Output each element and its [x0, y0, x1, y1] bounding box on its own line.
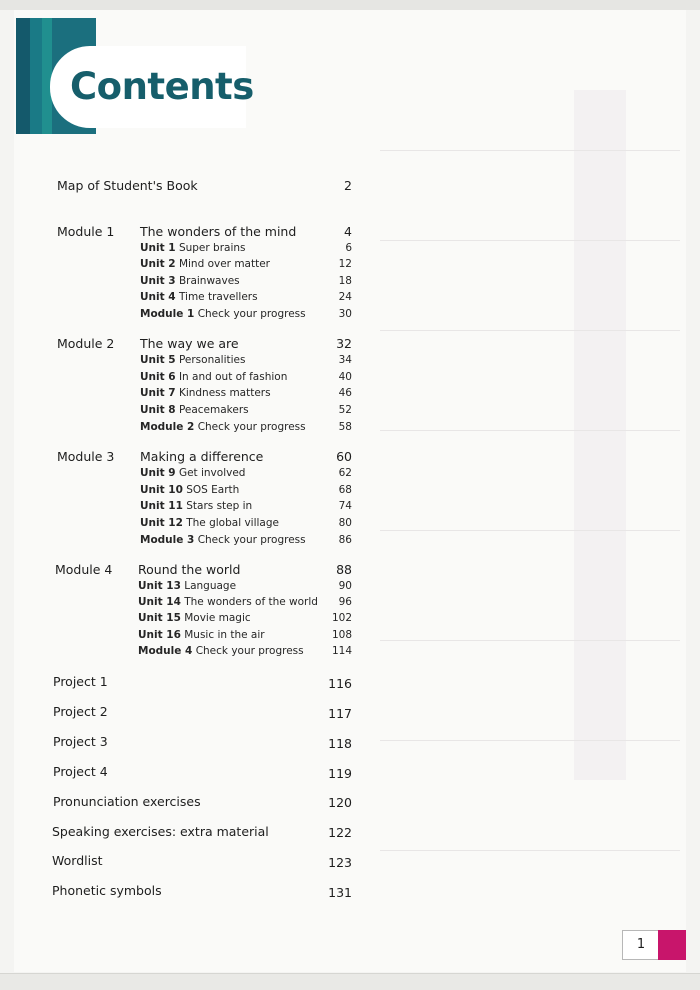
unit-label [140, 484, 239, 496]
module-title: Round the world [138, 562, 241, 577]
unit-label [140, 308, 306, 320]
unit-label [140, 354, 245, 366]
unit-page: 108 [331, 629, 352, 641]
unit-label [140, 371, 287, 383]
toc-entry-label: Map of Student's Book [57, 178, 198, 193]
toc-entry-page: 131 [328, 885, 352, 900]
unit-name: SOS Earth [186, 484, 240, 496]
unit-number: Unit 2 [140, 258, 176, 270]
unit-name: Kindness matters [178, 387, 271, 399]
unit-label [140, 258, 270, 270]
unit-number: Unit 8 [140, 404, 176, 416]
toc-entry-label: Pronunciation exercises [53, 794, 201, 809]
unit-name: Language [184, 580, 237, 592]
page-bottom-edge [0, 973, 700, 990]
banner-stripe [16, 18, 30, 134]
unit-name: Check your progress [197, 534, 306, 546]
unit-number: Unit 5 [140, 354, 176, 366]
unit-number: Unit 6 [140, 371, 176, 383]
page-top-edge [0, 0, 700, 10]
unit-number: Unit 14 [138, 596, 181, 608]
toc-entry-label: Project 4 [53, 764, 108, 779]
unit-name: Peacemakers [178, 404, 249, 416]
toc-entry-label: Project 1 [53, 674, 108, 689]
toc-entry-label: Wordlist [52, 853, 103, 868]
toc-entry-page: 116 [328, 676, 352, 691]
unit-page: 24 [338, 291, 352, 303]
unit-number: Unit 10 [140, 484, 183, 496]
unit-label [140, 421, 306, 433]
unit-page: 62 [338, 467, 352, 479]
unit-page: 30 [338, 308, 352, 320]
module-label: Module 3 [57, 449, 115, 464]
unit-name: Mind over matter [178, 258, 270, 270]
unit-page: 34 [338, 354, 352, 366]
unit-number: Unit 13 [138, 580, 181, 592]
unit-label [140, 404, 249, 416]
toc-entry-label: Project 2 [53, 704, 108, 719]
unit-page: 102 [331, 612, 352, 624]
unit-page: 52 [338, 404, 352, 416]
unit-page: 80 [338, 517, 352, 529]
unit-name: The global village [186, 517, 279, 529]
unit-number: Unit 7 [140, 387, 176, 399]
unit-label [138, 596, 318, 608]
banner-stripe [30, 18, 42, 134]
toc-entry-label: Speaking exercises: extra material [52, 824, 269, 839]
unit-page: 6 [345, 242, 352, 254]
toc-entry-page: 119 [328, 766, 352, 781]
unit-page: 40 [338, 371, 352, 383]
module-page: 60 [336, 449, 352, 464]
module-page: 4 [344, 224, 352, 239]
unit-number: Unit 9 [140, 467, 176, 479]
bleed-through-line [380, 640, 680, 641]
unit-name: Music in the air [184, 629, 265, 641]
unit-name: The wonders of the world [184, 596, 318, 608]
toc-entry-page: 2 [344, 178, 352, 193]
unit-page: 46 [338, 387, 352, 399]
bleed-through-line [380, 240, 680, 241]
module-label: Module 1 [57, 224, 115, 239]
page-number: 1 [636, 937, 646, 952]
unit-name: In and out of fashion [178, 371, 288, 383]
unit-page: 74 [338, 500, 352, 512]
unit-page: 96 [338, 596, 352, 608]
unit-label [140, 275, 240, 287]
unit-number: Module 1 [140, 308, 195, 320]
bleed-through-line [380, 330, 680, 331]
unit-name: Check your progress [195, 645, 304, 657]
unit-label [140, 291, 258, 303]
unit-label [140, 534, 306, 546]
unit-label [140, 242, 246, 254]
unit-number: Unit 3 [140, 275, 176, 287]
unit-name: Stars step in [186, 500, 253, 512]
bleed-through-line [380, 850, 680, 851]
unit-label [140, 517, 279, 529]
toc-entry-page: 122 [328, 825, 352, 840]
unit-name: Super brains [178, 242, 246, 254]
page-number-tab [622, 930, 659, 960]
unit-number: Unit 11 [140, 500, 183, 512]
bleed-through-line [380, 740, 680, 741]
unit-page: 90 [338, 580, 352, 592]
unit-page: 58 [338, 421, 352, 433]
bleed-through-line [380, 150, 680, 151]
page-title: Contents [70, 65, 254, 108]
unit-number: Module 3 [140, 534, 195, 546]
unit-number: Unit 16 [138, 629, 181, 641]
unit-name: Check your progress [197, 421, 306, 433]
toc-entry-page: 118 [328, 736, 352, 751]
bleed-through-block [574, 90, 626, 780]
unit-label [138, 580, 236, 592]
unit-label [140, 467, 245, 479]
toc-entry-label: Phonetic symbols [52, 883, 162, 898]
module-title: Making a difference [140, 449, 264, 464]
unit-name: Brainwaves [178, 275, 240, 287]
toc-entry-label: Project 3 [53, 734, 108, 749]
unit-number: Module 2 [140, 421, 195, 433]
unit-page: 86 [338, 534, 352, 546]
unit-name: Movie magic [184, 612, 251, 624]
module-label: Module 4 [55, 562, 113, 577]
unit-label [140, 500, 252, 512]
toc-entry-page: 117 [328, 706, 352, 721]
bleed-through-line [380, 430, 680, 431]
unit-number: Unit 1 [140, 242, 176, 254]
unit-page: 12 [338, 258, 352, 270]
module-page: 88 [336, 562, 352, 577]
unit-name: Get involved [178, 467, 246, 479]
unit-label [138, 629, 265, 641]
module-title: The wonders of the mind [140, 224, 297, 239]
unit-number: Unit 12 [140, 517, 183, 529]
page-tab-color-block [658, 930, 686, 960]
unit-name: Personalities [178, 354, 246, 366]
unit-name: Check your progress [197, 308, 306, 320]
unit-page: 68 [338, 484, 352, 496]
unit-page: 18 [338, 275, 352, 287]
module-label: Module 2 [57, 336, 115, 351]
module-title: The way we are [140, 336, 239, 351]
bleed-through-line [380, 530, 680, 531]
toc-entry-page: 123 [328, 855, 352, 870]
unit-label [140, 387, 271, 399]
unit-number: Module 4 [138, 645, 193, 657]
unit-label [138, 612, 251, 624]
unit-label [138, 645, 304, 657]
unit-name: Time travellers [178, 291, 258, 303]
module-page: 32 [336, 336, 352, 351]
toc-entry-page: 120 [328, 795, 352, 810]
unit-number: Unit 4 [140, 291, 176, 303]
unit-number: Unit 15 [138, 612, 181, 624]
unit-page: 114 [331, 645, 352, 657]
